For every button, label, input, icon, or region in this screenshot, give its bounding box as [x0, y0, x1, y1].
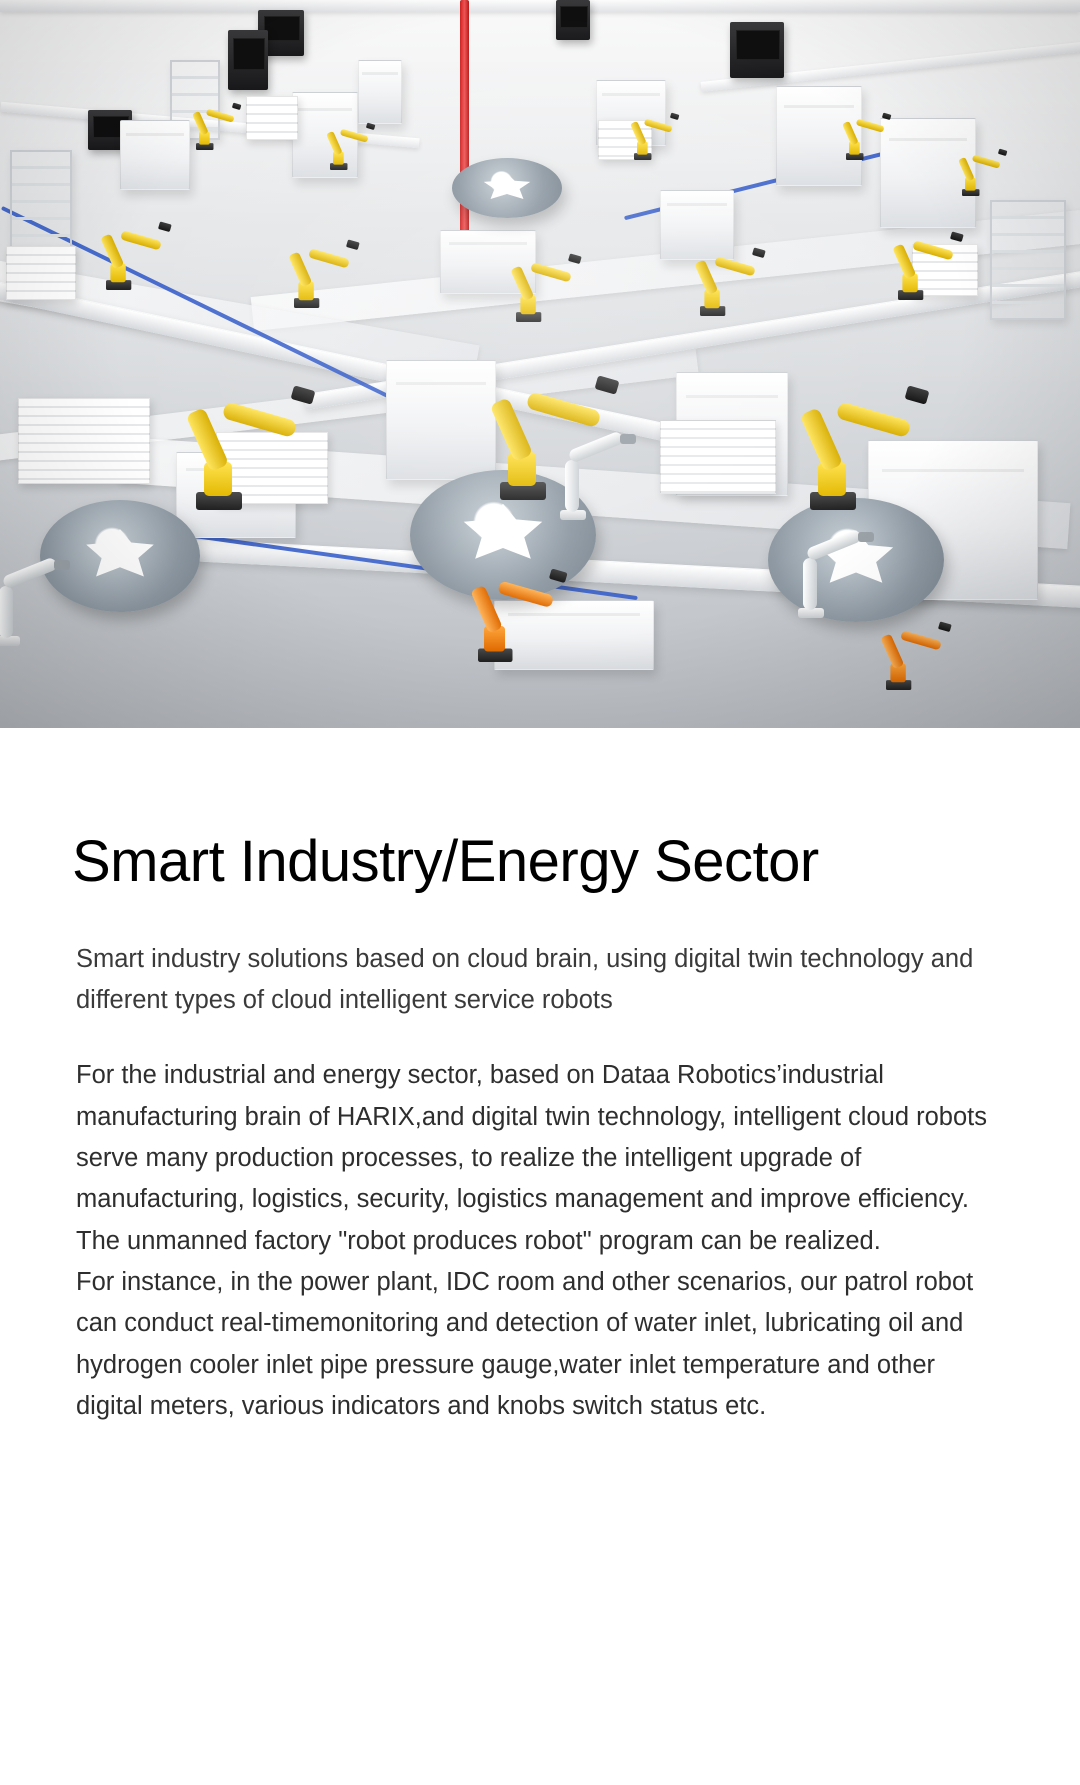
parts-crate — [6, 246, 76, 300]
storage-rack — [990, 200, 1066, 320]
article-paragraph-2: The unmanned factory "robot produces robot" program can be realized. — [76, 1226, 881, 1255]
robot-forearm — [308, 248, 350, 268]
robot-forearm — [206, 109, 235, 123]
robot-wrist — [290, 385, 315, 405]
turntable-hub — [85, 529, 155, 581]
robot-arm — [330, 121, 376, 170]
collaborative-robot — [0, 556, 84, 646]
article-paragraph-1: For the industrial and energy sector, based on Dataa Robotics’industrial manufacturing brain of HARIX,and digital twin technology, intelligent cloud robots serve many production processes, to realize the intelligent upgrade of manufacturing, logistics, security, logistics management and improve efficiency. — [76, 1061, 987, 1214]
storage-rack — [10, 150, 72, 260]
robot-forearm — [340, 129, 369, 143]
cobot-link — [565, 460, 579, 512]
collaborative-robot — [798, 528, 888, 618]
robot-wrist — [346, 239, 360, 250]
robot-forearm — [526, 391, 602, 428]
cobot-link — [806, 528, 863, 561]
display-monitor — [730, 22, 784, 78]
collaborative-robot — [560, 430, 650, 520]
robot-wrist — [594, 375, 619, 395]
article-paragraph-3: For instance, in the power plant, IDC room and other scenarios, our patrol robot can conduct real-timemonitoring and detection of water inlet, lubricating oil and hydrogen cooler inlet pipe pressure gauge,water inlet temperature and other digital meters, various indicators and knobs switch status etc. — [76, 1267, 974, 1420]
parts-crate — [246, 96, 298, 140]
robot-arm — [196, 101, 242, 150]
article-body — [72, 1055, 1008, 1427]
robot-wrist — [232, 103, 242, 110]
display-monitor — [556, 0, 590, 40]
robot-arm — [810, 360, 950, 510]
ceiling-beam — [0, 0, 1080, 12]
robot-arm — [846, 111, 892, 160]
workstation-cabinet — [120, 120, 190, 190]
robot-arm — [700, 239, 772, 316]
cobot-gripper — [620, 434, 636, 444]
robot-wrist — [549, 568, 568, 583]
robot-arm — [516, 245, 588, 322]
robot-wrist — [938, 621, 952, 632]
parts-crate — [660, 420, 776, 494]
robot-wrist — [882, 113, 892, 120]
robot-forearm — [530, 262, 572, 282]
robot-wrist — [950, 231, 964, 242]
article-lead-paragraph: Smart industry solutions based on cloud brain, using digital twin technology and different types of cloud intelligent service robots — [76, 944, 974, 1015]
robot-arm-orange — [478, 550, 583, 663]
turntable-hub — [483, 174, 531, 202]
robot-forearm — [836, 401, 912, 438]
robot-wrist — [568, 253, 582, 264]
page-title: Smart Industry/Energy Sector — [72, 829, 819, 894]
cobot-link — [0, 586, 13, 638]
robot-forearm — [644, 119, 673, 133]
robot-arm — [962, 147, 1008, 196]
turntable-disc — [452, 158, 562, 218]
robot-arm-orange — [886, 608, 963, 691]
cobot-gripper — [54, 560, 70, 570]
robot-forearm — [900, 630, 942, 650]
workstation-cabinet — [358, 60, 402, 124]
robot-arm — [196, 360, 336, 510]
hero-image-factory-robots — [0, 0, 1080, 728]
display-monitor — [228, 30, 268, 90]
cobot-link — [803, 558, 817, 610]
cobot-link — [2, 556, 59, 589]
robot-forearm — [222, 401, 298, 438]
robot-forearm — [714, 256, 756, 276]
workstation-cabinet — [386, 360, 496, 480]
robot-arm — [294, 231, 366, 308]
cobot-gripper — [858, 532, 874, 542]
robot-arm — [106, 213, 178, 290]
robot-forearm — [912, 240, 954, 260]
robot-arm — [898, 223, 970, 300]
robot-wrist — [752, 247, 766, 258]
robot-wrist — [998, 149, 1008, 156]
robot-forearm — [120, 230, 162, 250]
robot-forearm — [856, 119, 885, 133]
robot-arm — [634, 111, 680, 160]
article-content — [0, 728, 1080, 1427]
robot-forearm — [497, 580, 554, 608]
robot-wrist — [366, 123, 376, 130]
robot-wrist — [158, 221, 172, 232]
cobot-link — [568, 430, 625, 463]
robot-wrist — [670, 113, 680, 120]
robot-forearm — [972, 155, 1001, 169]
parts-crate — [18, 398, 150, 484]
robot-wrist — [904, 385, 929, 405]
